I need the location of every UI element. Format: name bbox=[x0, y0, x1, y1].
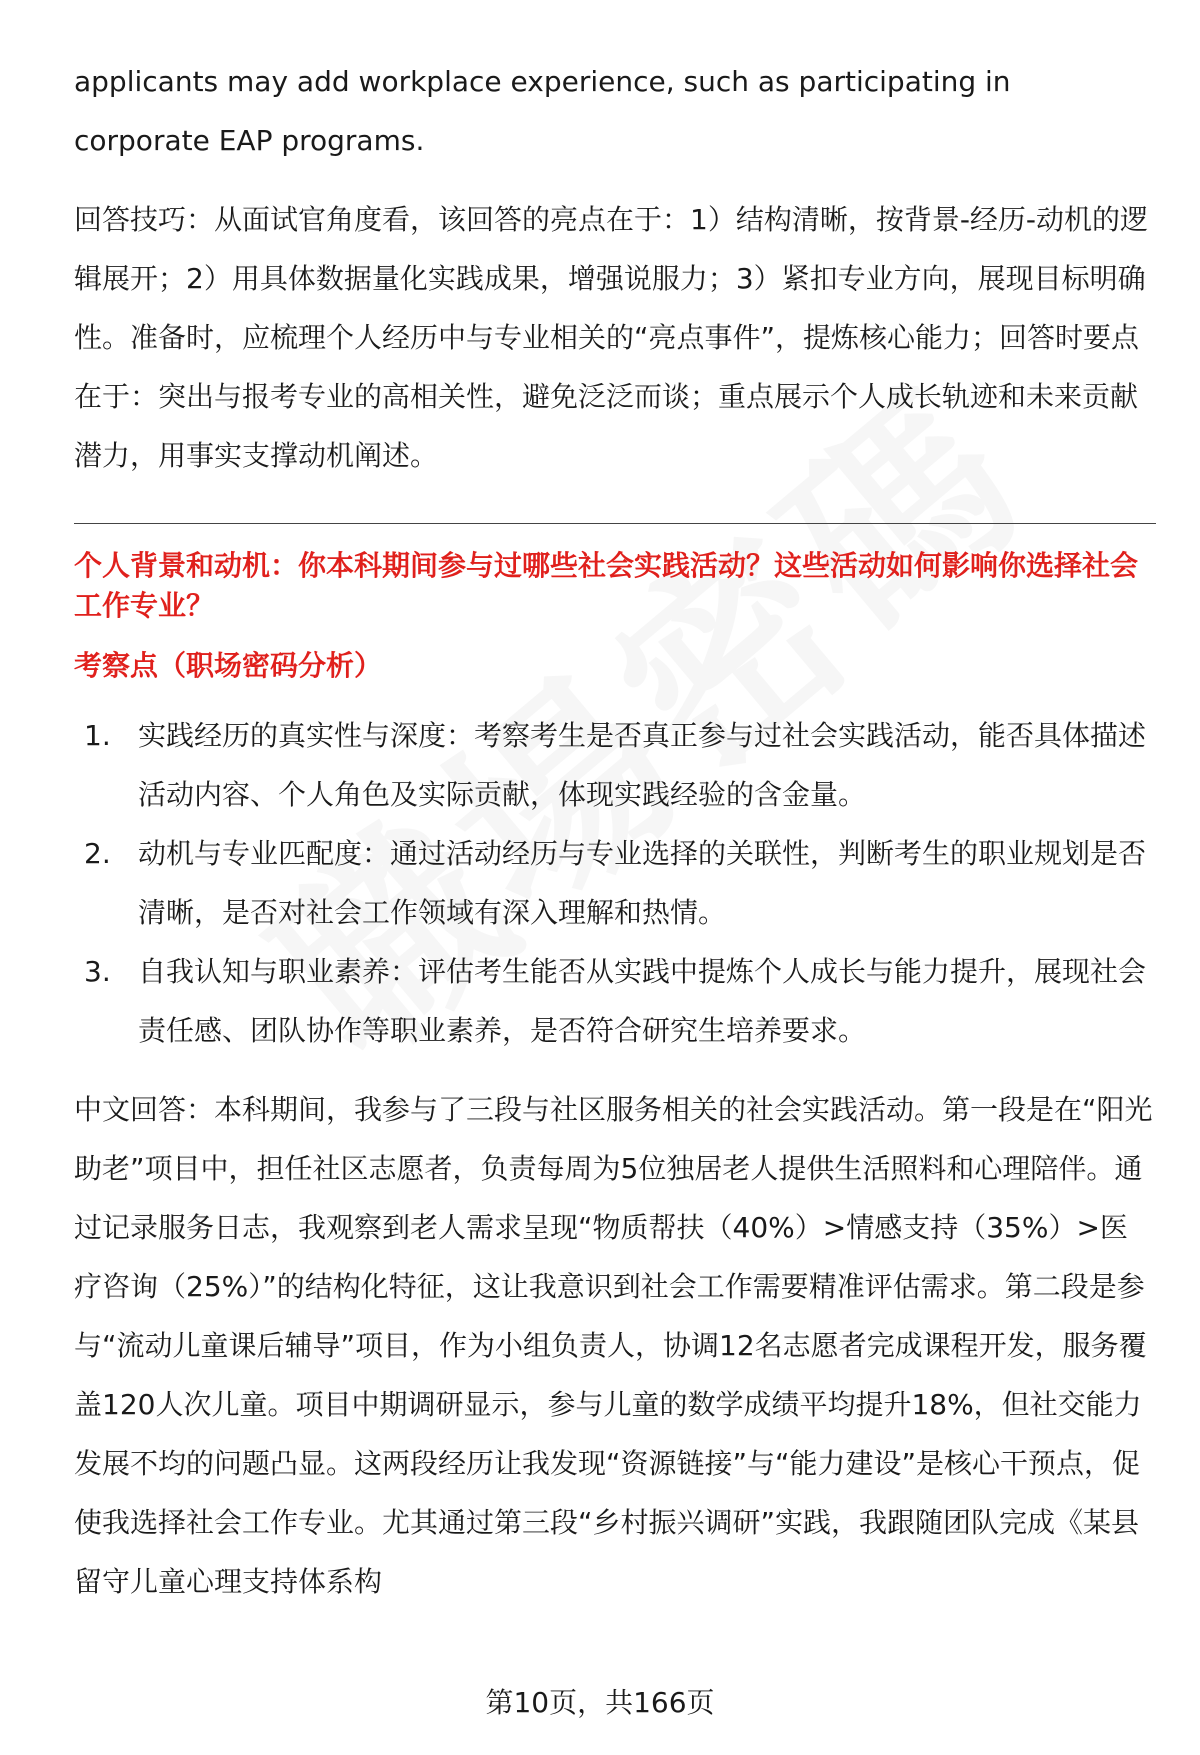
answer-tip-text: 从面试官角度看，该回答的亮点在于：1）结构清晰，按背景-经历-动机的逻辑展开；2）用具体数据量化实践成果，增强说服力；3）紧扣专业方向，展现目标明确性。准备时，应梳理个人经历中与专业相关的“亮点事件”，提炼核心能力；回答时要点在于：突出与报考专业的高相关性，避免泛泛而谈；重点展示个人成长轨迹和未来贡献潜力，用事实支撑动机阐述。 bbox=[74, 203, 1149, 472]
list-item-number: 1. bbox=[84, 719, 111, 752]
question-heading: 个人背景和动机：你本科期间参与过哪些社会实践活动？这些活动如何影响你选择社会工作专业？ bbox=[74, 549, 1139, 622]
analysis-list bbox=[74, 706, 1154, 1060]
list-item-number: 3. bbox=[84, 955, 111, 988]
section-divider bbox=[74, 523, 1156, 524]
answer-tip-label: 回答技巧： bbox=[74, 203, 215, 236]
list-item-text: 自我认知与职业素养：评估考生能否从实践中提炼个人成长与能力提升，展现社会责任感、团队协作等职业素养，是否符合研究生培养要求。 bbox=[138, 955, 1147, 1047]
chinese-answer-label: 中文回答： bbox=[74, 1093, 215, 1126]
page-content bbox=[74, 52, 1154, 1611]
list-item bbox=[74, 824, 1154, 942]
answer-tip-paragraph bbox=[74, 190, 1154, 485]
analysis-heading: 考察点（职场密码分析） bbox=[74, 649, 383, 682]
intro-paragraph: applicants may add workplace experience, such as participating in corporate EAP programs. bbox=[74, 65, 1011, 157]
list-item bbox=[74, 706, 1154, 824]
chinese-answer-paragraph bbox=[74, 1080, 1154, 1611]
list-item-text: 动机与专业匹配度：通过活动经历与专业选择的关联性，判断考生的职业规划是否清晰，是否对社会工作领域有深入理解和热情。 bbox=[138, 837, 1147, 929]
page-number-footer: 第10页，共166页 bbox=[485, 1686, 715, 1719]
list-item-number: 2. bbox=[84, 837, 111, 870]
list-item bbox=[74, 942, 1154, 1060]
chinese-answer-text: 本科期间，我参与了三段与社区服务相关的社会实践活动。第一段是在“阳光助老”项目中，担任社区志愿者，负责每周为5位独居老人提供生活照料和心理陪伴。通过记录服务日志，我观察到老人需求呈现“物质帮扶（40%）>情感支持（35%）>医疗咨询（25%）”的结构化特征，这让我意识到社会工作需要精准评估需求。第二段是参与“流动儿童课后辅导”项目，作为小组负责人，协调12名志愿者完成课程开发，服务覆盖120人次儿童。项目中期调研显示，参与儿童的数学成绩平均提升18%，但社交能力发展不均的问题凸显。这两段经历让我发现“资源链接”与“能力建设”是核心干预点，促使我选择社会工作专业。尤其通过第三段“乡村振兴调研”实践，我跟随团队完成《某县留守儿童心理支持体系构 bbox=[74, 1093, 1153, 1598]
list-item-text: 实践经历的真实性与深度：考察考生是否真正参与过社会实践活动，能否具体描述活动内容、个人角色及实际贡献，体现实践经验的含金量。 bbox=[138, 719, 1147, 811]
